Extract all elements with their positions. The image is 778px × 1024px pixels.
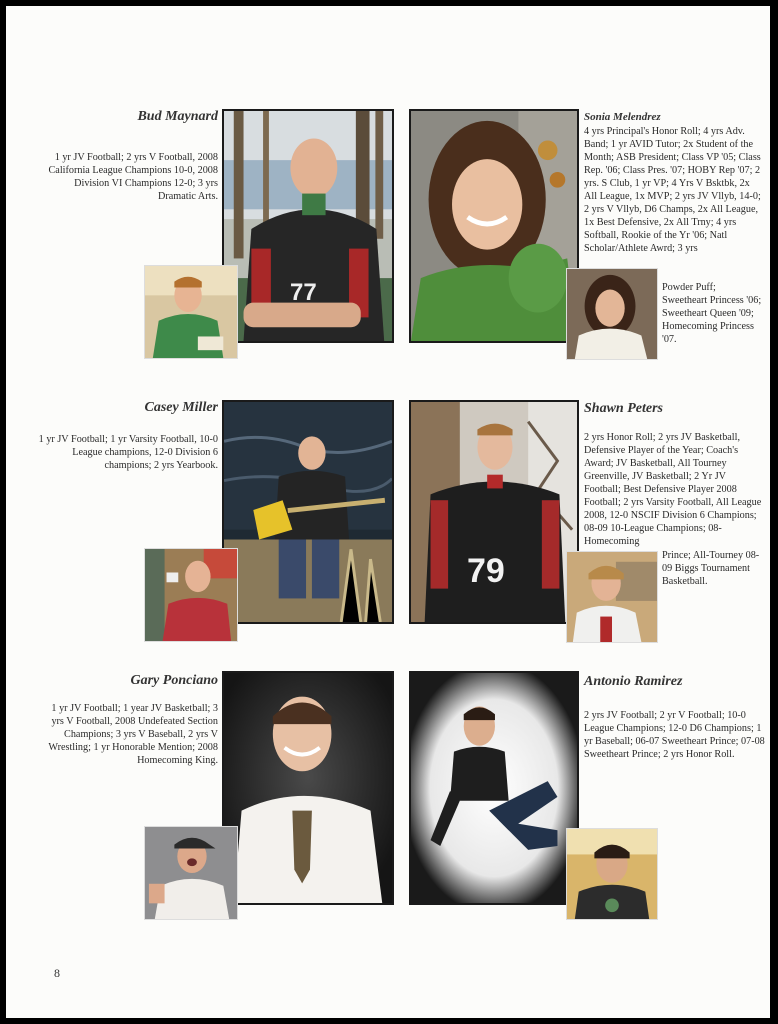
student-name-shawn-peters: Shawn Peters [584, 401, 663, 416]
jersey-number: 79 [467, 552, 505, 590]
student-bio-shawn-peters-cont: Prince; All-Tourney 08-09 Biggs Tournament Basketball. [662, 550, 760, 587]
candid-bud-maynard [144, 265, 238, 359]
student-bio-bud-maynard: 1 yr JV Football; 2 yrs V Football, 2008 California League Champions 10-0, 2008 Division VI Champions 12-0; 3 yrs Dramatic Arts. [48, 152, 218, 202]
page-number: 8 [54, 966, 60, 980]
student-name-sonia-melendrez: Sonia Melendrez [584, 111, 661, 123]
candid-antonio-ramirez [566, 828, 658, 920]
portrait-antonio-ramirez [409, 671, 579, 905]
student-name-bud-maynard: Bud Maynard [137, 109, 218, 124]
portrait-shawn-peters [409, 400, 579, 624]
student-bio-casey-miller: 1 yr JV Football; 1 yr Varsity Football, 10-0 League champions, 12-0 Division 6 champions; 2 yrs Yearbook. [38, 434, 218, 471]
portrait-gary-ponciano [222, 671, 394, 905]
candid-casey-miller [144, 548, 238, 642]
student-name-casey-miller: Casey Miller [144, 400, 218, 415]
candid-sonia-melendrez [566, 268, 658, 360]
student-bio-sonia-melendrez-cont: Powder Puff; Sweetheart Princess '06; Sweetheart Queen '09; Homecoming Princess '07. [662, 282, 762, 345]
student-name-antonio-ramirez: Antonio Ramirez [584, 674, 683, 689]
portrait-sonia-melendrez [409, 109, 579, 343]
yearbook-page [6, 6, 770, 1018]
portrait-casey-miller [222, 400, 394, 624]
candid-shawn-peters [566, 551, 658, 643]
student-bio-sonia-melendrez: 4 yrs Principal's Honor Roll; 4 yrs Adv. Band; 1 yr AVID Tutor; 2x Student of the Month; ASB President; Class VP '05; Class Rep. '06; Class Pres. '07; HOBY Rep '07; 2 yrs. S Club, 1 yr VP; 4 Yrs V Bsktbk, 2x All League, 1x MVP; 2 yrs JV Vllyb, 14-0; 2 yrs V Vllyb, D6 Champs, 2x All League, 1x Best Defensive, 2x All Trny; 4 yrs Softball, Rookie of the Yr '06; Natl Scholar/Athlete Awrd; 3 yrs [584, 126, 761, 254]
student-name-gary-ponciano: Gary Ponciano [130, 673, 218, 688]
student-bio-gary-ponciano: 1 yr JV Football; 1 year JV Basketball; 3 yrs V Football, 2008 Undefeated Section Champions; 3 yrs V Baseball, 2 yrs V Wrestling; 1 yr Honorable Mention; 2008 Homecoming King. [48, 703, 218, 766]
jersey-number: 77 [290, 279, 317, 306]
candid-gary-ponciano [144, 826, 238, 920]
portrait-bud-maynard [222, 109, 394, 343]
student-bio-antonio-ramirez: 2 yrs JV Football; 2 yr V Football; 10-0 League Champions; 12-0 D6 Champions; 1 yr Baseball; 06-07 Sweetheart Prince; 07-08 Sweetheart Prince; 2 yrs Honor Roll. [584, 710, 765, 760]
student-bio-shawn-peters: 2 yrs Honor Roll; 2 yrs JV Basketball, Defensive Player of the Year; Coach's Award; JV Basketball, All Tourney Greenville, JV Basketball; 2 Yr JV Football; Best Defensive Player 2008 Football; 2 yrs Varsity Football, All League 2008, 12-0 NSCIF Division 6 Champions; 08-09 10-League Champions; 08-Homecoming [584, 432, 762, 547]
